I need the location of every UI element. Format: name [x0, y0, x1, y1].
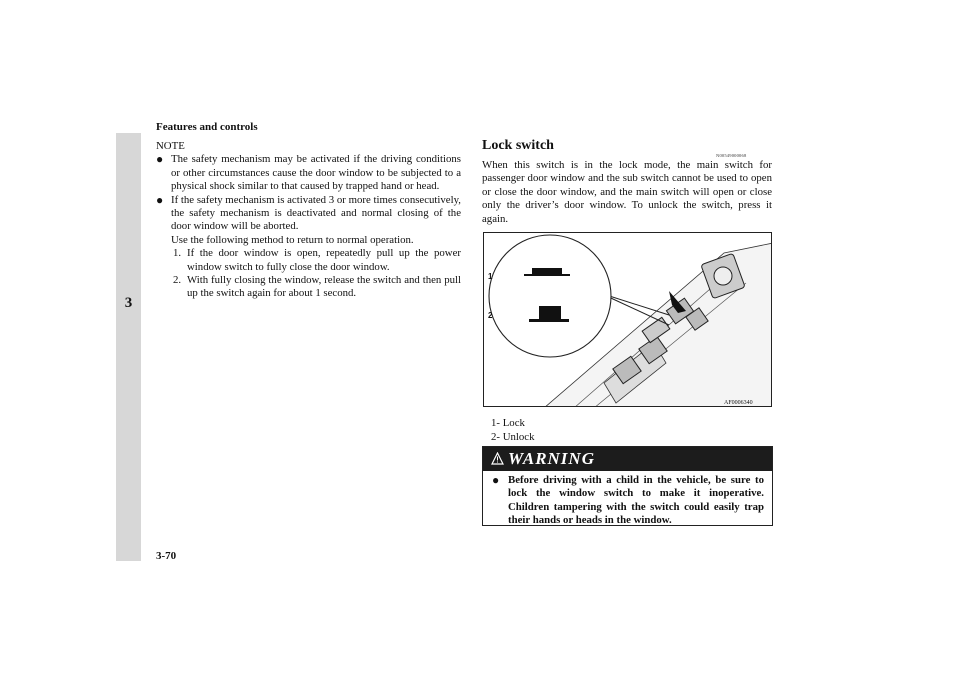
section-body: When this switch is in the lock mode, the main switch for passenger door window and the sub switch cannot be used to open or close the door window, and the main switch will open or close only the driver’s door window. To unlock the switch, press it again. [482, 159, 772, 225]
legend-item: 2- Unlock [491, 431, 535, 443]
lock-switch-figure [483, 232, 772, 407]
warning-title: WARNING [508, 449, 595, 468]
door-switch-illustration [484, 233, 772, 407]
warning-box [482, 446, 773, 526]
legend-item: 1- Lock [491, 417, 525, 429]
chapter-number: 3 [124, 295, 133, 311]
note-step: 1. If the door window is open, repeatedly pull up the power window switch to fully close the door window. [173, 247, 461, 273]
warning-header [483, 447, 772, 471]
section-code: N00549000068 [716, 153, 747, 158]
note-label: NOTE [156, 140, 185, 152]
bullet-icon: ● [156, 152, 164, 167]
page-number: 3-70 [156, 550, 177, 562]
chapter-tab [116, 133, 141, 561]
callout-2: 2 [488, 311, 493, 320]
note-bullet: ● The safety mechanism may be activated if the driving conditions or other circumstances cause the door window to be subjected to a physical shock similar to that caused by trapped hand or head. [156, 152, 461, 193]
note-block [156, 140, 461, 301]
note-method: Use the following method to return to normal operation. [171, 233, 414, 246]
note-step: 2. With fully closing the window, release the switch and then pull up the switch again for about 1 second. [173, 274, 461, 300]
running-header: Features and controls [156, 121, 258, 133]
bullet-icon: ● [492, 473, 500, 487]
bullet-icon: ● [156, 192, 164, 207]
warning-text: ● Before driving with a child in the vehicle, be sure to lock the window switch to make it inoperative. Children tampering with the switch could easily trap their hands or heads in the window. [492, 473, 764, 527]
note-bullet: ● If the safety mechanism is activated 3 or more times consecutively, the safety mechanism is deactivated and normal closing of the door window will be aborted. Use the following method to return to normal operation. [156, 192, 461, 246]
figure-code: AF0006340 [724, 400, 753, 406]
section-title: Lock switch [482, 138, 554, 153]
warning-triangle-icon [491, 452, 504, 465]
callout-1: 1 [488, 272, 493, 281]
